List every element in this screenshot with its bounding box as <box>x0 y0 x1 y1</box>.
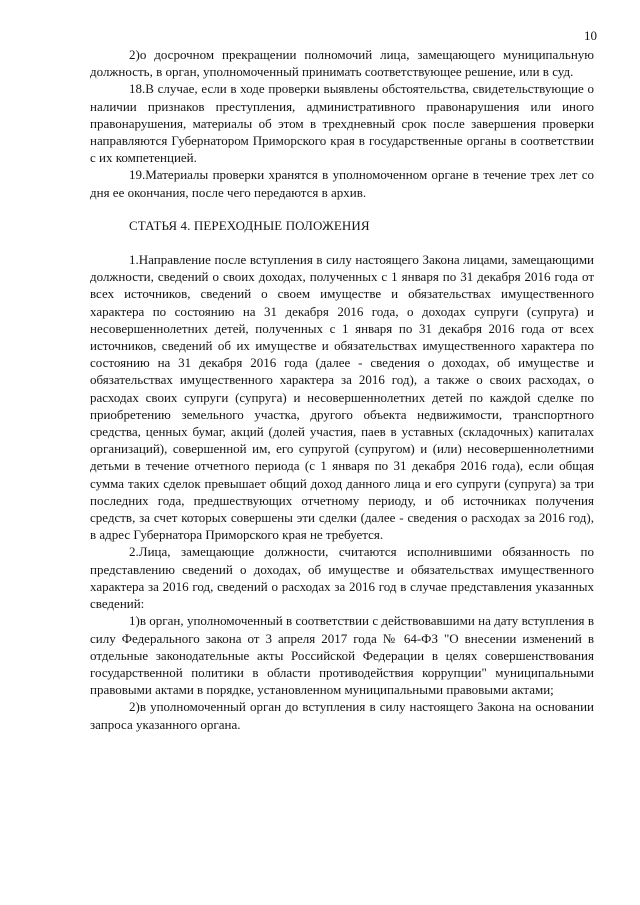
paragraph-2-early-termination: 2)о досрочном прекращении полномочий лица, замещающего муниципальную должность, в орган, уполномоченный принимать соответствующее решение, или в суд. <box>90 47 594 80</box>
paragraph-article4-2-2: 2)в уполномоченный орган до вступления в силу настоящего Закона на основании запроса указанного органа. <box>90 699 594 732</box>
paragraph-article4-1: 1.Направление после вступления в силу настоящего Закона лицами, замещающими должности, сведений о своих доходах, полученных с 1 января по 31 декабря 2016 года от всех источников, сведений о своем имуществе и обязательствах имущественного характера по состоянию на 31 декабря 2016 года, о доходах супруги (супруга) и несовершеннолетних детей, полученных с 1 января по 31 декабря 2016 года от всех источников, сведений об их имуществе и обязательствах имущественного характера по состоянию на 31 декабря 2016 года (далее - сведения о доходах, об имуществе и обязательствах имущественного характера за 2016 год), а также о своих расходах, о расходах своих супруги (супруга) и несовершеннолетних детей по каждой сделке по приобретению земельного участка, другого объекта недвижимости, транспортного средства, ценных бумаг, акций (долей участия, паев в уставных (складочных) капиталах организаций), совершенной им, его супругой (супругом) и (или) несовершеннолетними детьми в течение отчетного периода (с 1 января по 31 декабря 2016 года), если общая сумма таких сделок превышает общий доход данного лица и его супруги (супруга) за три последних года, предшествующих отчетному периоду, и об источниках получения средств, за счет которых совершены эти сделки (далее - сведения о расходах за 2016 год), в адрес Губернатора Приморского края не требуется. <box>90 252 594 543</box>
article-4-heading: СТАТЬЯ 4. ПЕРЕХОДНЫЕ ПОЛОЖЕНИЯ <box>129 217 370 233</box>
paragraph-18: 18.В случае, если в ходе проверки выявлены обстоятельства, свидетельствующие о наличии признаков преступления, административного правонарушения или иного правонарушения, материалы об этом в трехдневный срок после завершения проверки направляются Губернатором Приморского края в государственные органы в соответствии с их компетенцией. <box>90 81 594 166</box>
paragraph-19: 19.Материалы проверки хранятся в уполномоченном органе в течение трех лет со дня ее окончания, после чего передаются в архив. <box>90 167 594 200</box>
paragraph-article4-2: 2.Лица, замещающие должности, считаются исполнившими обязанность по представлению сведений о доходах, об имуществе и обязательствах имущественного характера за 2016 год, сведений о расходах за 2016 год в случае представления указанных сведений: <box>90 544 594 612</box>
page-number: 10 <box>584 28 597 43</box>
paragraph-article4-2-1: 1)в орган, уполномоченный в соответствии с действовавшими на дату вступления в силу Федерального закона от 3 апреля 2017 года № 64-ФЗ "О внесении изменений в отдельные законодательные акты Российской Федерации в целях совершенствования государственной политики в области противодействия коррупции" муниципальными правовыми актами в порядке, установленном муниципальными правовыми актами; <box>90 613 594 698</box>
document-body <box>90 46 594 733</box>
